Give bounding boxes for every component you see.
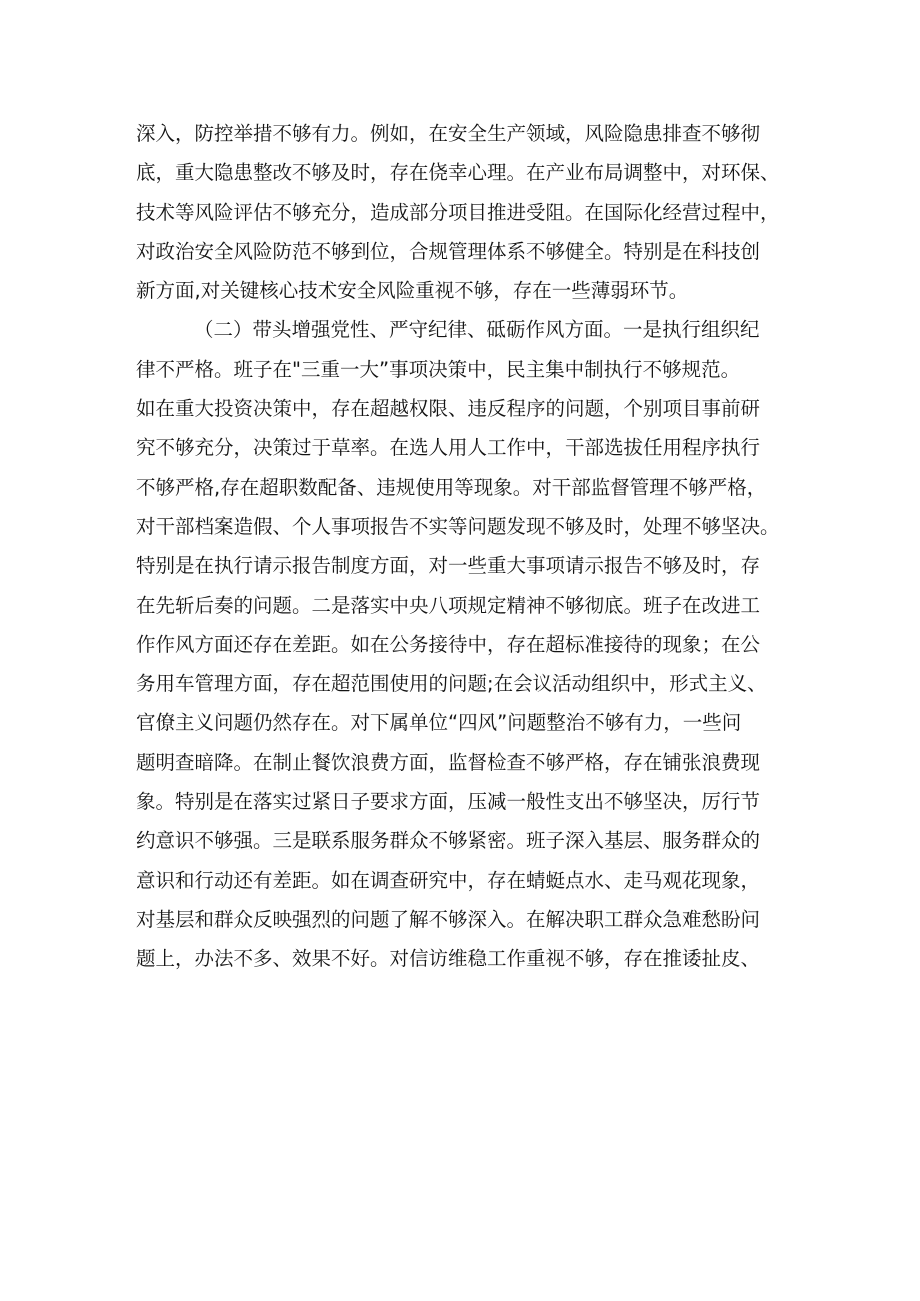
text-line: 深入，防控举措不够有力。例如，在安全生产领域，风险隐患排查不够彻	[136, 122, 761, 145]
body-text	[136, 114, 784, 979]
text-line: 约意识不够强。三是联系服务群众不够紧密。班子深入基层、服务群众的	[136, 829, 761, 853]
text-line: 题明查暗降。在制止餐饮浪费方面，监督检查不够严格，存在铺张浪费现	[136, 750, 761, 774]
text-line: （二）带头增强党性、严守纪律、砥砺作风方面。一是执行组织纪	[194, 318, 760, 342]
text-line: 底，重大隐患整改不够及时，存在侥幸心理。在产业布局调整中，对环保、	[136, 161, 780, 185]
text-line: 究不够充分，决策过于草率。在选人用人工作中，干部选拔任用程序执行	[136, 436, 761, 460]
text-line: 新方面,对关键核心技术安全风险重视不够，存在一些薄弱环节。	[136, 279, 689, 303]
text-line: 务用车管理方面，存在超范围使用的问题;在会议活动组织中，形式主义、	[136, 672, 767, 696]
text-line: 象。特别是在落实过紧日子要求方面，压减一般性支出不够坚决，厉行节	[136, 790, 761, 814]
text-line: 对政治安全风险防范不够到位，合规管理体系不够健全。特别是在科技创	[136, 239, 761, 263]
text-line: 如在重大投资决策中，存在超越权限、违反程序的问题，个别项目事前研	[136, 397, 761, 421]
text-line: 对干部档案造假、个人事项报告不实等问题发现不够及时，处理不够坚决。	[136, 514, 780, 538]
text-line: 技术等风险评估不够充分，造成部分项目推进受阻。在国际化经营过程中，	[136, 200, 780, 224]
text-line: 律不严格。班子在"三重一大”事项决策中，民主集中制执行不够规范。	[136, 357, 741, 381]
text-line: 特别是在执行请示报告制度方面，对一些重大事项请示报告不够及时，存	[136, 554, 761, 578]
text-line: 题上，办法不多、效果不好。对信访维稳工作重视不够，存在推诿扯皮、	[136, 947, 761, 971]
text-line: 对基层和群众反映强烈的问题了解不够深入。在解决职工群众急难愁盼问	[136, 907, 761, 931]
text-line: 作作风方面还存在差距。如在公务接待中，存在超标准接待的现象；在公	[136, 632, 761, 656]
text-line: 在先斩后奏的问题。二是落实中央八项规定精神不够彻底。班子在改进工	[136, 593, 761, 617]
text-line: 官僚主义问题仍然存在。对下属单位“四风”问题整治不够有力，一些问	[136, 711, 742, 735]
text-line: 不够严格,存在超职数配备、违规使用等现象。对干部监督管理不够严格，	[136, 475, 767, 499]
text-line: 意识和行动还有差距。如在调查研究中，存在蜻蜓点水、走马观花现象，	[136, 868, 761, 892]
